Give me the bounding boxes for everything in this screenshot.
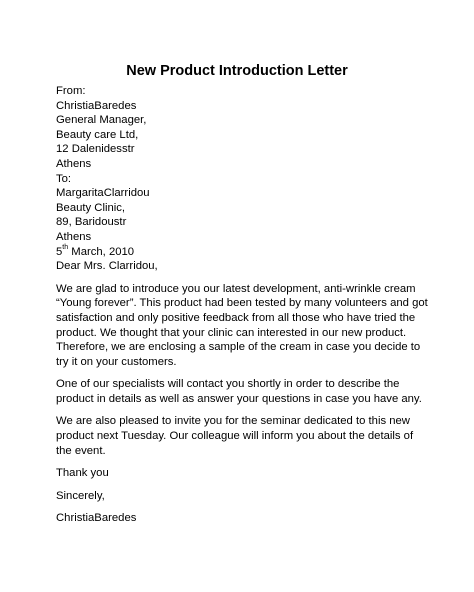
- recipient-street: 89, Baridoustr: [56, 216, 127, 229]
- spacer: [56, 406, 456, 414]
- sender-street: 12 Dalenidesstr: [56, 143, 135, 156]
- sender-block: [56, 84, 456, 172]
- sender-position: General Manager,: [56, 114, 147, 127]
- paragraph-line: Therefore, we are enclosing a sample of the cream in case you decide to: [56, 341, 421, 354]
- paragraph-2: [56, 377, 456, 406]
- salutation: Dear Mrs. Clarridou,: [56, 260, 158, 273]
- paragraph-line: One of our specialists will contact you shortly in order to describe the: [56, 378, 400, 391]
- thanks-line: Thank you: [56, 467, 109, 480]
- letter-date: [56, 245, 456, 260]
- sender-company: Beauty care Ltd,: [56, 128, 139, 141]
- recipient-city: Athens: [56, 230, 92, 243]
- paragraph-line: We are glad to introduce you our latest development, anti-wrinkle cream: [56, 282, 416, 295]
- spacer: [56, 481, 456, 489]
- recipient-block: [56, 172, 456, 245]
- paragraph-line: try it on your customers.: [56, 355, 177, 368]
- sender-label: From:: [56, 85, 86, 97]
- spacer: [56, 503, 456, 511]
- paragraph-line: the event.: [56, 444, 106, 457]
- date-day: 5: [56, 245, 63, 258]
- paragraph-line: “Young forever”. This product had been tested by many volunteers and got: [56, 297, 428, 310]
- signature-name: ChristiaBaredes: [56, 512, 137, 525]
- paragraph-line: satisfaction and only positive feedback from all those who have tried the: [56, 311, 416, 324]
- sender-city: Athens: [56, 157, 92, 170]
- paragraph-3: [56, 414, 456, 458]
- paragraph-line: We are also pleased to invite you for the seminar dedicated to this new: [56, 415, 410, 428]
- paragraph-1: [56, 282, 456, 370]
- date-suffix: th: [62, 243, 69, 251]
- paragraph-line: product. We thought that your clinic can interested in our new product.: [56, 326, 407, 339]
- letter-body: [56, 84, 456, 526]
- spacer: [56, 458, 456, 466]
- sender-name: ChristiaBaredes: [56, 99, 137, 112]
- paragraph-line: product in details as well as answer your questions in case you have any.: [56, 392, 422, 405]
- date-rest: March, 2010: [68, 245, 135, 258]
- spacer: [56, 274, 456, 282]
- letter-title: New Product Introduction Letter: [126, 63, 348, 79]
- recipient-label: To:: [56, 172, 72, 185]
- recipient-name: MargaritaClarridou: [56, 187, 150, 200]
- closing-line: Sincerely,: [56, 489, 105, 502]
- paragraph-line: product next Tuesday. Our colleague will inform you about the details of: [56, 430, 414, 443]
- spacer: [56, 369, 456, 377]
- recipient-company: Beauty Clinic,: [56, 201, 126, 214]
